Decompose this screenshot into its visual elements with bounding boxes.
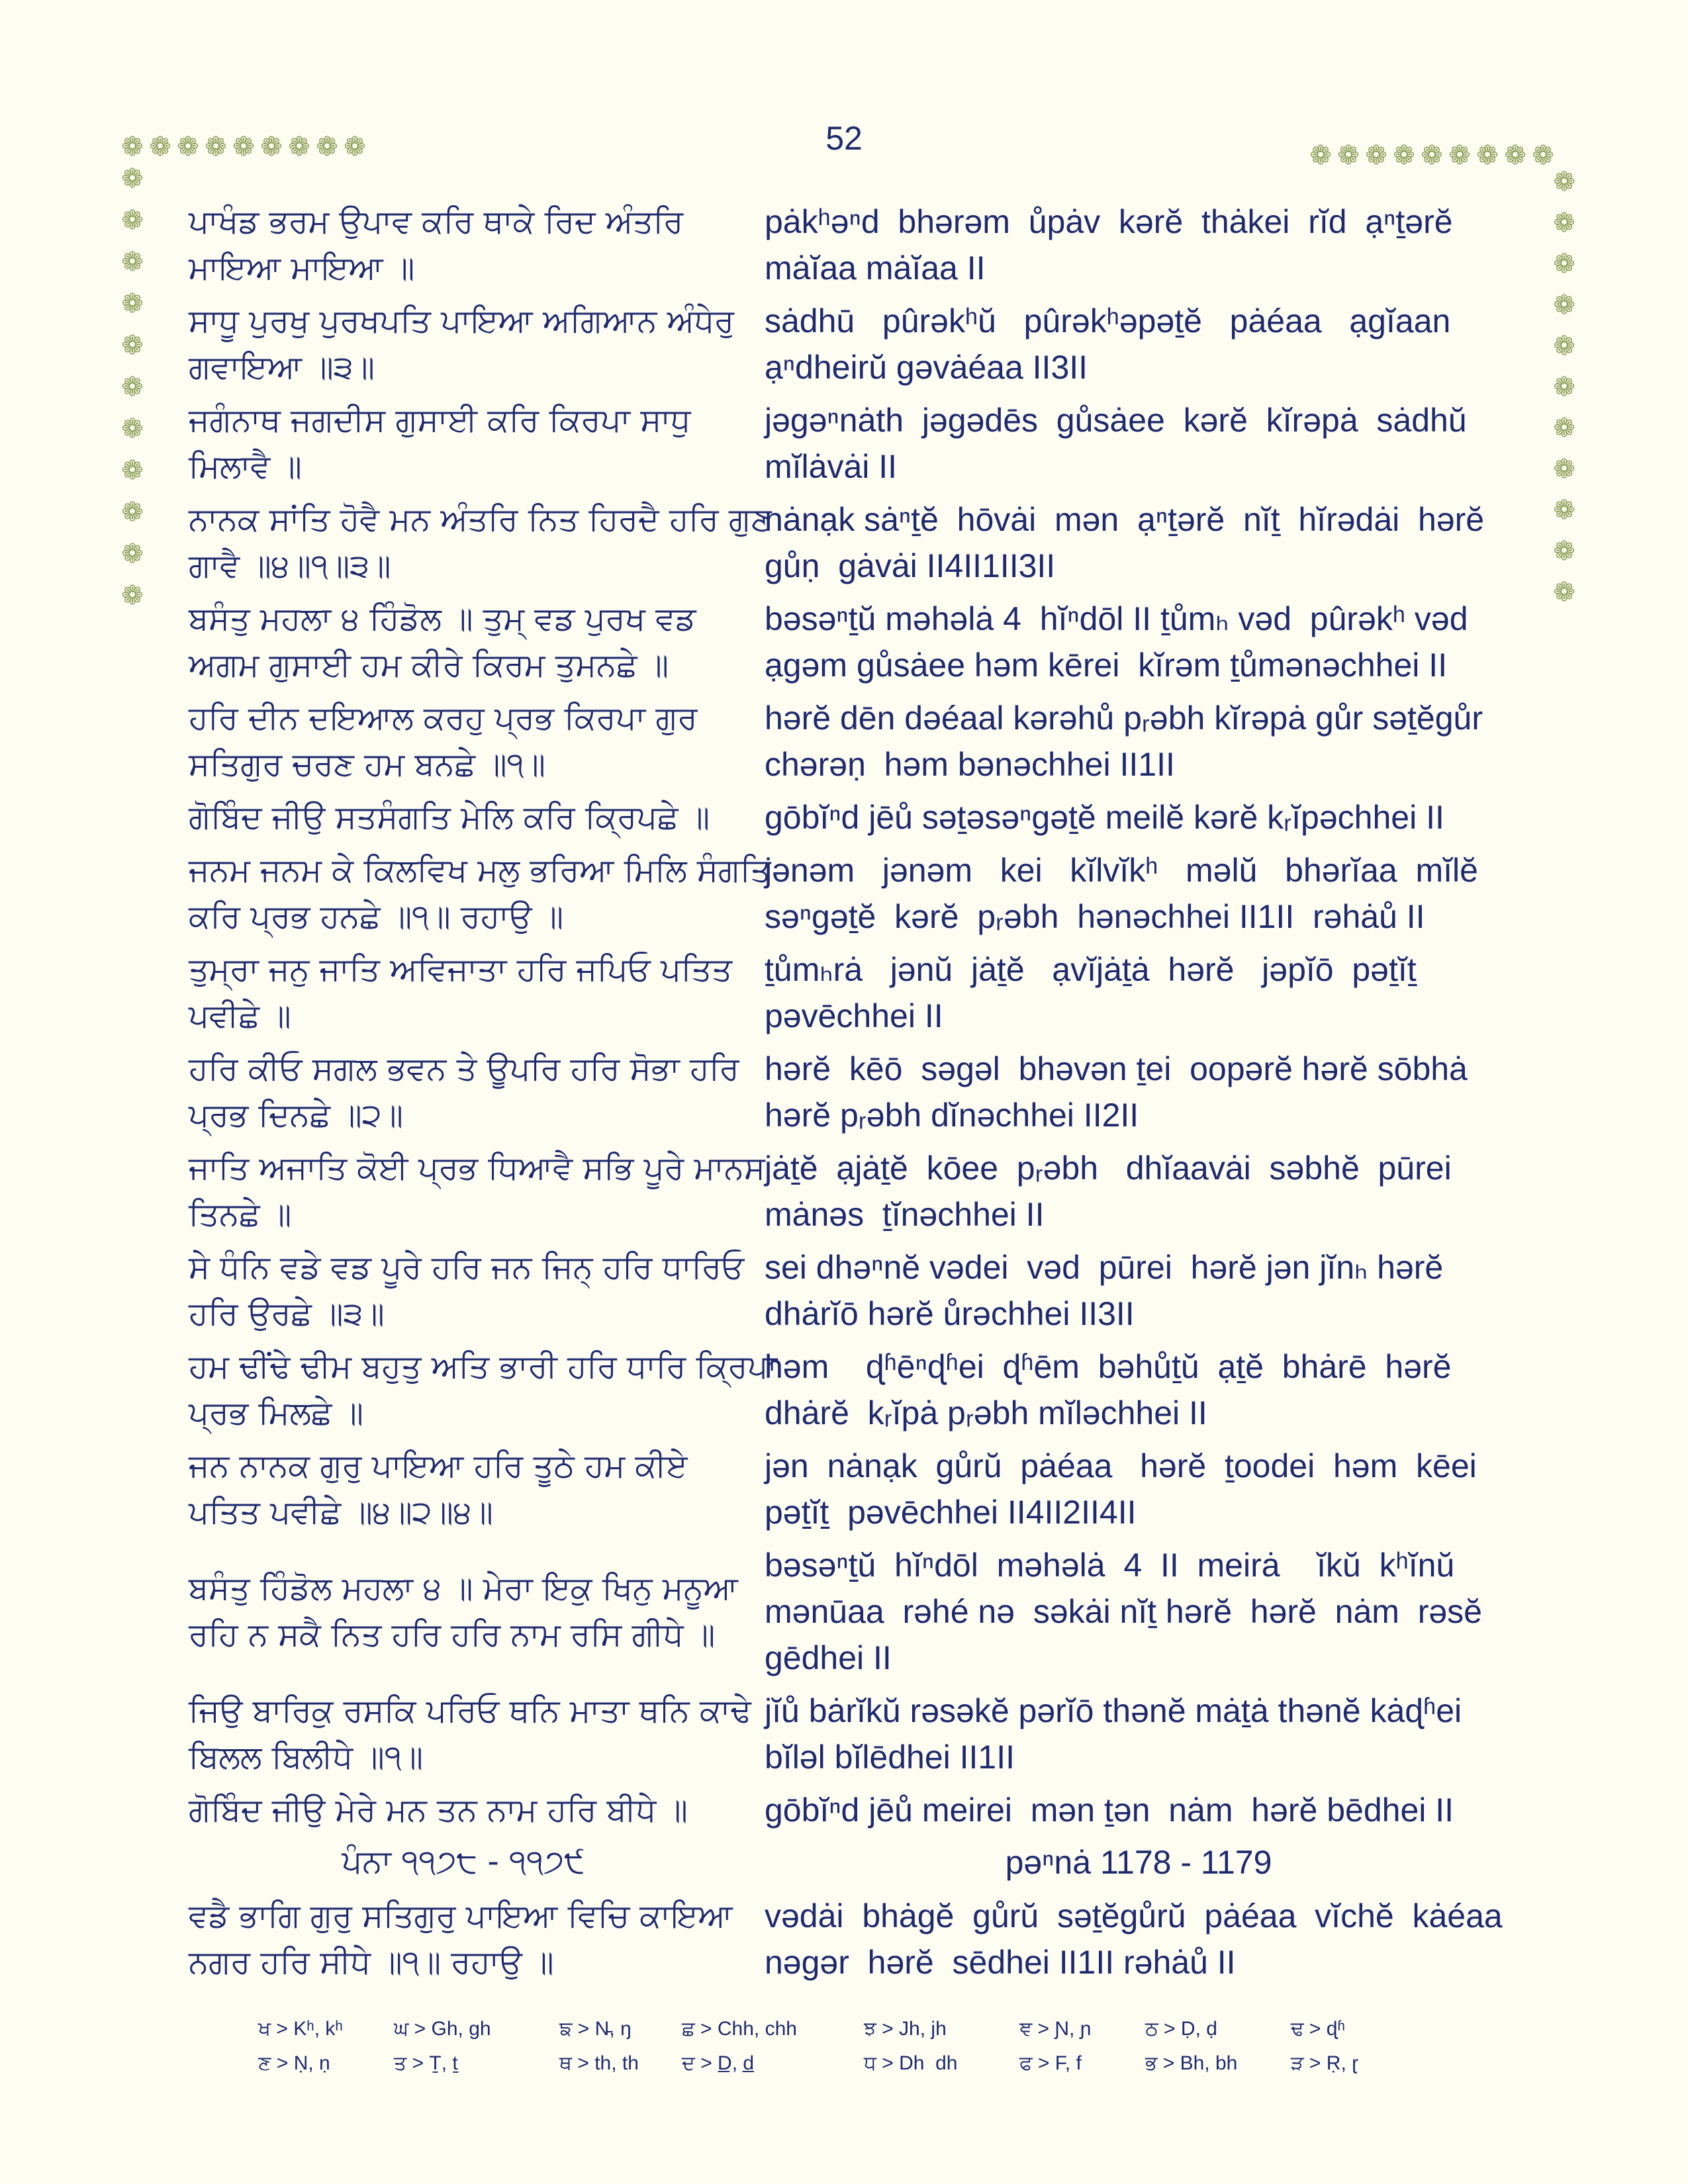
flower-ornament-icon: ❁ bbox=[1365, 140, 1387, 171]
verse-line: pəṯĭṯ pəvēchhei II4II2II4II bbox=[765, 1494, 1137, 1531]
verse-line: ਵਡੈ ਭਾਗਿ ਗੁਰੁ ਸਤਿਗੁਰੁ ਪਾਇਆ ਵਿਚਿ ਕਾਇਆ bbox=[189, 1897, 733, 1934]
verse-line: ਤੁਮ੍ਰਾ ਜਨੁ ਜਾਤਿ ਅਵਿਜਾਤਾ ਹਰਿ ਜਪਿਓ ਪਤਿਤ bbox=[189, 951, 732, 988]
verse-line: ਜਾਤਿ ਅਜਾਤਿ ਕੋਈ ਪ੍ਰਭ ਧਿਆਵੈ ਸਭਿ ਪੂਰੇ ਮਾਨਸ bbox=[189, 1150, 765, 1187]
gurmukhi-text bbox=[189, 1688, 751, 1780]
verse-row bbox=[0, 1443, 1688, 1535]
legend-entry: ਖ > Kʰ, kʰ bbox=[258, 2018, 343, 2040]
verse-line: jənəm jənəm kei kĭlvĭkʰ məlŭ bhərĭaa mĭlĕ bbox=[765, 852, 1478, 889]
flower-ornament-icon: ❁ bbox=[232, 132, 255, 162]
flower-ornament-icon: ❁ bbox=[1553, 290, 1575, 320]
legend-entry: ਭ > Bh, bh bbox=[1145, 2052, 1238, 2074]
gurmukhi-text bbox=[189, 199, 738, 291]
flower-ornament-icon: ❁ bbox=[121, 372, 144, 402]
transliteration-text bbox=[765, 1893, 1513, 1985]
verse-row bbox=[0, 1688, 1688, 1780]
transliteration-text bbox=[765, 946, 1513, 1039]
legend-entry: ਢ > ɖʱ bbox=[1291, 2018, 1345, 2040]
transliteration-text bbox=[765, 794, 1513, 841]
flower-ornament-icon: ❁ bbox=[288, 132, 310, 162]
flower-ornament-icon: ❁ bbox=[344, 132, 366, 162]
transliteration-text bbox=[765, 847, 1513, 940]
verse-line: ਸੇ ਧੰਨਿ ਵਡੇ ਵਡ ਪੂਰੇ ਹਰਿ ਜਨ ਜਿਨ੍ ਹਰਿ ਧਾਰਿਓ bbox=[189, 1249, 745, 1286]
verse-line: jən nȧnạk gůrŭ pȧéaa hərĕ ṯoodei həm kēei bbox=[765, 1447, 1477, 1484]
legend-entry: ਙ > N̵, ŋ bbox=[559, 2018, 632, 2040]
legend-entry: ਥ > th, th bbox=[559, 2052, 639, 2074]
verse-row bbox=[0, 1244, 1688, 1337]
verse-line: ਹਰਿ ਕੀਓ ਸਗਲ ਭਵਨ ਤੇ ਊਪਰਿ ਹਰਿ ਸੋਭਾ ਹਰਿ bbox=[189, 1050, 739, 1087]
gurmukhi-text bbox=[189, 794, 738, 841]
legend-entry: ਞ > Ɲ, ɲ bbox=[1019, 2018, 1092, 2040]
transliteration-text bbox=[765, 1046, 1513, 1138]
verse-row bbox=[0, 1343, 1688, 1436]
verse-line: ਤਿਨਛੇ ॥ bbox=[189, 1196, 292, 1233]
verse-line: nȧnạk sȧⁿṯĕ hōvȧi mən ạⁿṯərĕ nĭṯ hĭrədȧi hərĕ bbox=[765, 501, 1485, 538]
flower-ornament-icon: ❁ bbox=[1553, 495, 1575, 525]
verse-line: ਬਿਲਲ ਬਿਲੀਧੇ ॥੧॥ bbox=[189, 1739, 424, 1776]
flower-ornament-icon: ❁ bbox=[121, 455, 144, 486]
verse-line: ਗਵਾਇਆ ॥੩॥ bbox=[189, 349, 375, 386]
flower-ornament-icon: ❁ bbox=[121, 539, 144, 569]
gurmukhi-text bbox=[189, 397, 738, 490]
transliteration-text bbox=[765, 199, 1513, 291]
gurmukhi-text bbox=[189, 1343, 778, 1436]
legend-entry: ਧ > Dh dh bbox=[864, 2052, 958, 2074]
verse-row bbox=[0, 847, 1688, 940]
verse-line: ਬਸੰਤੁ ਮਹਲਾ ੪ ਹਿੰਡੋਲ ॥ ਤੁਮ੍ ਵਡ ਪੁਰਖ ਵਡ bbox=[189, 600, 696, 637]
transliteration-text bbox=[765, 1145, 1513, 1238]
transliteration-text bbox=[765, 397, 1513, 490]
verse-line: hərĕ kēō səgəl bhəvən ṯei oopərĕ hərĕ sōbhȧ bbox=[765, 1050, 1468, 1087]
verse-row bbox=[0, 496, 1688, 589]
legend-entry: ਫ > F, f bbox=[1019, 2052, 1082, 2074]
verse-line: həm ɖʱēⁿɖʱei ɖʱēm bəhůṯŭ ạṯĕ bhȧrē hərĕ bbox=[765, 1348, 1452, 1385]
verse-line: gōbĭⁿd jēů səṯəsəⁿgəṯĕ meilĕ kərĕ kᵣĭpəchhei II bbox=[765, 799, 1444, 836]
verse-line: jəgəⁿnȧth jəgədēs gůsȧee kərĕ kĭrəpȧ sȧdhŭ bbox=[765, 402, 1467, 439]
verse-line: dhȧrĕ kᵣĭpȧ pᵣəbh mĭləchhei II bbox=[765, 1394, 1207, 1432]
legend-entry: ੜ > Ṛ, ɽ bbox=[1291, 2052, 1359, 2074]
transliteration-text bbox=[765, 496, 1513, 589]
flower-ornament-icon: ❁ bbox=[121, 132, 144, 162]
verse-line: ạgəm gůsȧee həm kērei kĭrəm ṯůmənəchhei II bbox=[765, 647, 1448, 684]
legend-entry: ਤ > Ṯ, ṯ bbox=[394, 2052, 458, 2074]
verse-line: ਸਾਧੂ ਪੁਰਖੁ ਪੁਰਖਪਤਿ ਪਾਇਆ ਅਗਿਆਨ ਅੰਧੇਰੁ bbox=[189, 302, 734, 340]
flower-ornament-icon: ❁ bbox=[177, 132, 199, 162]
gurmukhi-text bbox=[189, 1565, 738, 1658]
verse-line: mȧĭaa mȧĭaa II bbox=[765, 250, 986, 287]
flower-ornament-icon: ❁ bbox=[149, 132, 171, 162]
flower-ornament-icon: ❁ bbox=[1553, 372, 1575, 402]
gurmukhi-text bbox=[189, 946, 738, 1039]
transliteration-text bbox=[765, 1688, 1513, 1780]
verse-line: ਬਸੰਤੁ ਹਿੰਡੋਲ ਮਹਲਾ ੪ ॥ ਮੇਰਾ ਇਕੁ ਖਿਨੁ ਮਨੂਆ bbox=[189, 1570, 738, 1607]
page-range-transliteration: pəⁿnȧ 1178 - 1179 bbox=[1005, 1844, 1272, 1881]
verse-line: ਜਨਮ ਜਨਮ ਕੇ ਕਿਲਵਿਖ ਮਲੁ ਭਰਿਆ ਮਿਲਿ ਸੰਗਤਿ bbox=[189, 852, 771, 889]
verse-line: bəsəⁿṯŭ hĭⁿdōl məhəlȧ 4 II meirȧ ĭkŭ kʰĭnŭ bbox=[765, 1547, 1455, 1584]
verse-line: gēdhei II bbox=[765, 1639, 892, 1676]
gurmukhi-text bbox=[189, 298, 738, 390]
flower-ornament-icon: ❁ bbox=[1553, 208, 1575, 238]
verse-line: ਰਹਿ ਨ ਸਕੈ ਨਿਤ ਹਰਿ ਹਰਿ ਨਾਮ ਰਸਿ ਗੀਧੇ ॥ bbox=[189, 1616, 716, 1653]
verse-row bbox=[0, 794, 1688, 841]
flower-ornament-icon: ❁ bbox=[121, 163, 144, 194]
verse-line: chərəṇ həm bənəchhei II1II bbox=[765, 746, 1175, 783]
flower-ornament-icon: ❁ bbox=[121, 205, 144, 236]
verse-row bbox=[0, 397, 1688, 490]
verse-row bbox=[0, 946, 1688, 1039]
flower-ornament-icon: ❁ bbox=[205, 132, 227, 162]
transliteration-text bbox=[765, 695, 1513, 788]
verse-line: ਕਰਿ ਪ੍ਰਭ ਹਨਛੇ ॥੧॥ ਰਹਾਉ ॥ bbox=[189, 898, 564, 935]
flower-ornament-icon: ❁ bbox=[121, 247, 144, 277]
legend-entry: ਘ > Gh, gh bbox=[394, 2018, 491, 2040]
verse-line: ਹਰਿ ਉਰਛੇ ॥੩॥ bbox=[189, 1295, 385, 1332]
gurmukhi-text bbox=[189, 695, 738, 788]
verse-line: hərĕ pᵣəbh dĭnəchhei II2II bbox=[765, 1097, 1139, 1134]
page-number: 52 bbox=[825, 120, 863, 157]
verse-line: ਜਿਉ ਬਾਰਿਕੁ ਰਸਕਿ ਪਰਿਓ ਥਨਿ ਮਾਤਾ ਥਨਿ ਕਾਢੇ bbox=[189, 1692, 751, 1729]
verse-line: ਮਾਇਆ ਮਾਇਆ ॥ bbox=[189, 250, 415, 287]
verse-line: səⁿgəṯĕ kərĕ pᵣəbh hənəchhei II1II rəhȧů II bbox=[765, 898, 1425, 935]
verse-line: sȧdhū pûrəkʰŭ pûrəkʰəpəṯĕ pȧéaa ạgĭaan bbox=[765, 302, 1451, 340]
verse-line: gůṇ gȧvȧi II4II1II3II bbox=[765, 547, 1056, 584]
verse-line: jĭů bȧrĭkŭ rəsəkĕ pərĭō thənĕ mȧṯȧ thənĕ kȧɖʱei bbox=[765, 1692, 1462, 1729]
flower-ornament-icon: ❁ bbox=[316, 132, 338, 162]
transliteration-text bbox=[765, 596, 1513, 688]
gurmukhi-text bbox=[189, 1244, 745, 1337]
verse-line: ਨਗਰ ਹਰਿ ਸੀਧੇ ॥੧॥ ਰਹਾਉ ॥ bbox=[189, 1944, 554, 1981]
transliteration-text bbox=[765, 1787, 1513, 1833]
flower-ornament-icon: ❁ bbox=[121, 497, 144, 527]
verse-line: ਗੋਬਿੰਦ ਜੀਉ ਮੇਰੇ ਮਨ ਤਨ ਨਾਮ ਹਰਿ ਬੀਧੇ ॥ bbox=[189, 1792, 688, 1829]
flower-ornament-icon: ❁ bbox=[1553, 413, 1575, 443]
verse-row bbox=[0, 1046, 1688, 1138]
transliteration-text bbox=[765, 1244, 1513, 1337]
transliteration-text bbox=[765, 1343, 1513, 1436]
flower-ornament-icon: ❁ bbox=[121, 414, 144, 444]
verse-line: sei dhəⁿnĕ vədei vəd pūrei hərĕ jən jĭnₕ hərĕ bbox=[765, 1249, 1444, 1286]
flower-ornament-icon: ❁ bbox=[1476, 140, 1499, 171]
verse-line: ਜਨ ਨਾਨਕ ਗੁਰੁ ਪਾਇਆ ਹਰਿ ਤੂਠੇ ਹਮ ਕੀਏ bbox=[189, 1447, 688, 1484]
verse-line: nəgər hərĕ sēdhei II1II rəhȧů II bbox=[765, 1944, 1236, 1981]
verse-line: ਪ੍ਰਭ ਮਿਲਛੇ ॥ bbox=[189, 1394, 363, 1432]
flower-ornament-icon: ❁ bbox=[1553, 454, 1575, 484]
flower-ornament-icon: ❁ bbox=[1553, 331, 1575, 361]
verse-line: dhȧrĭō hərĕ ůrəchhei II3II bbox=[765, 1295, 1135, 1332]
verse-line: ਪਵੀਛੇ ॥ bbox=[189, 997, 291, 1034]
verse-line: ਸਤਿਗੁਰ ਚਰਣ ਹਮ ਬਨਛੇ ॥੧॥ bbox=[189, 746, 545, 783]
verse-line: ạⁿdheirŭ gəvȧéaa II3II bbox=[765, 349, 1088, 386]
verse-row bbox=[0, 1145, 1688, 1238]
gurmukhi-text bbox=[189, 496, 772, 589]
gurmukhi-text bbox=[189, 847, 771, 940]
verse-line: ਪਤਿਤ ਪਵੀਛੇ ॥੪॥੨॥੪॥ bbox=[189, 1494, 493, 1531]
gurmukhi-text bbox=[189, 1443, 738, 1535]
verse-line: ਨਾਨਕ ਸਾਂਤਿ ਹੋਵੈ ਮਨ ਅੰਤਰਿ ਨਿਤ ਹਿਰਦੈ ਹਰਿ ਗੁਣ bbox=[189, 501, 772, 538]
verse-line: mənūaa rəhé nə səkȧi nĭṯ hərĕ hərĕ nȧm rəsĕ bbox=[765, 1593, 1482, 1630]
flower-ornament-icon: ❁ bbox=[260, 132, 283, 162]
legend-entry: ਛ > Chh, chh bbox=[682, 2018, 797, 2040]
verse-line: ṯůmₕrȧ jənŭ jȧṯĕ ạvĭjȧṯȧ hərĕ jəpĭō pəṯĭṯ bbox=[765, 951, 1417, 988]
verse-row bbox=[0, 695, 1688, 788]
verse-line: ਪਾਖੰਡ ਭਰਮ ਉਪਾਵ ਕਰਿ ਥਾਕੇ ਰਿਦ ਅੰਤਰਿ bbox=[189, 203, 684, 240]
flower-ornament-icon: ❁ bbox=[1553, 577, 1575, 608]
flower-ornament-icon: ❁ bbox=[121, 330, 144, 361]
verse-line: pȧkʰəⁿd bhərəm ůpȧv kərĕ thȧkei rĭd ạⁿṯərĕ bbox=[765, 203, 1453, 240]
gurmukhi-text bbox=[189, 596, 738, 688]
legend-entry: ਣ > Ṇ, ṇ bbox=[258, 2052, 330, 2074]
transliteration-text bbox=[765, 1542, 1513, 1681]
flower-ornament-icon: ❁ bbox=[1448, 140, 1471, 171]
gurmukhi-text bbox=[189, 1893, 738, 1985]
verse-row bbox=[0, 596, 1688, 688]
flower-ornament-icon: ❁ bbox=[1504, 140, 1526, 171]
verse-line: vədȧi bhȧgĕ gůrŭ səṯĕgůrŭ pȧéaa vĭchĕ kȧéaa bbox=[765, 1897, 1503, 1934]
legend-entry: ਝ > Jh, jh bbox=[864, 2018, 947, 2040]
verse-line: bĭləl bĭlēdhei II1II bbox=[765, 1739, 1015, 1776]
verse-line: ਅਗਮ ਗੁਸਾਈ ਹਮ ਕੀਰੇ ਕਿਰਮ ਤੁਮਨਛੇ ॥ bbox=[189, 647, 669, 684]
legend-entry: ਠ > Ḍ, ḍ bbox=[1145, 2018, 1217, 2040]
verse-line: mĭlȧvȧi II bbox=[765, 448, 898, 485]
verse-line: hərĕ dēn dəéaal kərəhů pᵣəbh kĭrəpȧ gůr səṯĕgůr bbox=[765, 700, 1483, 737]
verse-row bbox=[0, 1542, 1688, 1681]
flower-ornament-icon: ❁ bbox=[1553, 167, 1575, 197]
gurmukhi-text bbox=[189, 1787, 738, 1833]
verse-line: ਗਾਵੈ ॥੪॥੧॥੩॥ bbox=[189, 547, 391, 584]
verse-line: ਮਿਲਾਵੈ ॥ bbox=[189, 448, 302, 485]
verse-line: mȧnəs ṯĭnəchhei II bbox=[765, 1196, 1045, 1233]
flower-ornament-icon: ❁ bbox=[1309, 140, 1332, 171]
transliteration-text bbox=[765, 1443, 1513, 1535]
page-range-gurmukhi: ਪੰਨਾ ੧੧੭੮ - ੧੧੭੯ bbox=[342, 1843, 585, 1880]
flower-ornament-icon: ❁ bbox=[1421, 140, 1443, 171]
flower-ornament-icon: ❁ bbox=[121, 289, 144, 319]
verse-row bbox=[0, 199, 1688, 291]
verse-line: ਗੋਬਿੰਦ ਜੀਉ ਸਤਸੰਗਤਿ ਮੇਲਿ ਕਰਿ ਕ੍ਰਿਪਛੇ ॥ bbox=[189, 799, 710, 836]
verse-line: gōbĭⁿd jēů meirei mən ṯən nȧm hərĕ bēdhei II bbox=[765, 1792, 1454, 1829]
verse-line: bəsəⁿṯŭ məhəlȧ 4 hĭⁿdōl II ṯůmₕ vəd pûrəkʰ vəd bbox=[765, 600, 1468, 637]
legend-entry: ਦ > D̲, d̲ bbox=[682, 2052, 755, 2074]
verse-row bbox=[0, 298, 1688, 390]
flower-ornament-icon: ❁ bbox=[1337, 140, 1360, 171]
verse-line: pəvēchhei II bbox=[765, 997, 943, 1034]
verse-row bbox=[0, 1787, 1688, 1833]
verse-line: jȧṯĕ ạjȧṯĕ kōee pᵣəbh dhĭaavȧi səbhĕ pūrei bbox=[765, 1150, 1452, 1187]
verse-line: ਹਮ ਢੀਂਢੇ ਢੀਮ ਬਹੁਤੁ ਅਤਿ ਭਾਰੀ ਹਰਿ ਧਾਰਿ ਕ੍ਰਿਪਾ bbox=[189, 1348, 778, 1385]
gurmukhi-text bbox=[189, 1046, 738, 1138]
gurmukhi-text bbox=[189, 1145, 765, 1238]
verse-line: ਹਰਿ ਦੀਨ ਦਇਆਲ ਕਰਹੁ ਪ੍ਰਭ ਕਿਰਪਾ ਗੁਰ bbox=[189, 700, 698, 737]
transliteration-text bbox=[765, 298, 1513, 390]
flower-ornament-icon: ❁ bbox=[1553, 249, 1575, 279]
flower-ornament-icon: ❁ bbox=[121, 580, 144, 611]
flower-ornament-icon: ❁ bbox=[1553, 536, 1575, 567]
flower-ornament-icon: ❁ bbox=[1393, 140, 1415, 171]
verse-line: ਪ੍ਰਭ ਦਿਨਛੇ ॥੨॥ bbox=[189, 1097, 403, 1134]
verse-line: ਜਗੰਨਾਥ ਜਗਦੀਸ ਗੁਸਾਈ ਕਰਿ ਕਿਰਪਾ ਸਾਧੁ bbox=[189, 402, 691, 439]
verse-row bbox=[0, 1893, 1688, 1985]
flower-ornament-icon: ❁ bbox=[1532, 140, 1554, 171]
